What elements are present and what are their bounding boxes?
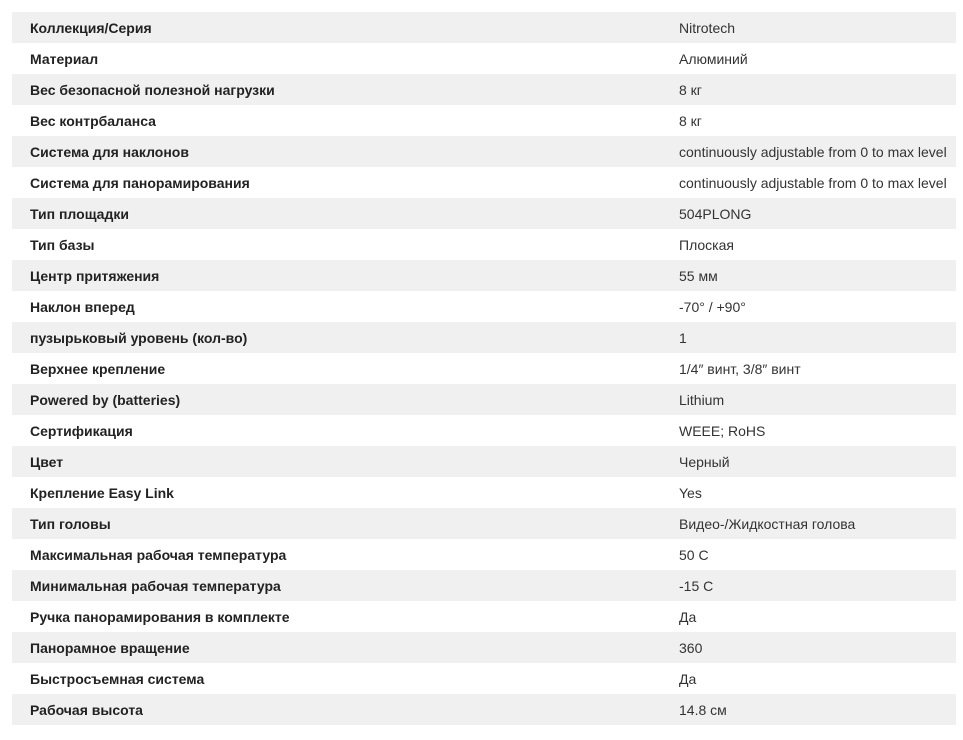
spec-value: -15 C: [679, 577, 714, 594]
spec-label: Вес контрбаланса: [30, 112, 156, 129]
spec-label: Центр притяжения: [30, 267, 160, 284]
spec-value: continuously adjustable from 0 to max level: [679, 143, 947, 160]
spec-label: Рабочая высота: [30, 701, 143, 718]
spec-value: Алюминий: [679, 50, 748, 67]
spec-value: -70° / +90°: [679, 298, 746, 315]
spec-value: 1/4″ винт, 3/8″ винт: [679, 360, 801, 377]
spec-label: Сертификация: [30, 422, 133, 439]
spec-row: [12, 477, 956, 508]
spec-row: [12, 260, 956, 291]
spec-value: continuously adjustable from 0 to max level: [679, 174, 947, 191]
spec-value: Nitrotech: [679, 19, 736, 36]
spec-row: [12, 694, 956, 725]
spec-label: Вес безопасной полезной нагрузки: [30, 81, 275, 98]
spec-row: [12, 12, 956, 43]
spec-value: 8 кг: [679, 112, 702, 129]
spec-label: Ручка панорамирования в комплекте: [30, 608, 290, 625]
spec-row: [12, 136, 956, 167]
spec-label: Материал: [30, 50, 99, 67]
spec-row: [12, 229, 956, 260]
spec-label: Верхнее крепление: [30, 360, 166, 377]
spec-label: Система для наклонов: [30, 143, 189, 160]
spec-value: WEEE; RoHS: [679, 422, 766, 439]
spec-value: Yes: [679, 484, 702, 501]
spec-label: Цвет: [30, 453, 64, 470]
spec-label: Тип головы: [30, 515, 111, 532]
spec-row: [12, 167, 956, 198]
spec-label: Панорамное вращение: [30, 639, 190, 656]
spec-row: [12, 322, 956, 353]
spec-row: [12, 415, 956, 446]
spec-value: Да: [679, 608, 697, 625]
specifications-table: [12, 12, 956, 725]
spec-label: Тип базы: [30, 236, 95, 253]
spec-row: [12, 632, 956, 663]
spec-row: [12, 291, 956, 322]
spec-label: Быстросъемная система: [30, 670, 205, 687]
spec-value: Черный: [679, 453, 730, 470]
spec-row: [12, 663, 956, 694]
spec-label: пузырьковый уровень (кол-во): [30, 329, 248, 346]
spec-value: Lithium: [679, 391, 725, 408]
spec-label: Минимальная рабочая температура: [30, 577, 281, 594]
spec-label: Коллекция/Серия: [30, 19, 152, 36]
spec-row: [12, 198, 956, 229]
spec-value: 14.8 см: [679, 701, 727, 718]
spec-label: Крепление Easy Link: [30, 484, 174, 501]
spec-row: [12, 508, 956, 539]
spec-value: Да: [679, 670, 697, 687]
spec-value: 1: [679, 329, 687, 346]
spec-row: [12, 384, 956, 415]
spec-label: Максимальная рабочая температура: [30, 546, 287, 563]
spec-value: 8 кг: [679, 81, 702, 98]
spec-row: [12, 105, 956, 136]
specifications-table-body: [12, 12, 956, 725]
spec-row: [12, 43, 956, 74]
spec-label: Наклон вперед: [30, 298, 135, 315]
spec-row: [12, 601, 956, 632]
spec-row: [12, 353, 956, 384]
spec-value: Плоская: [679, 236, 734, 253]
spec-value: Видео-/Жидкостная голова: [679, 515, 856, 532]
spec-label: Powered by (batteries): [30, 391, 181, 408]
spec-value: 55 мм: [679, 267, 718, 284]
spec-value: 504PLONG: [679, 205, 752, 222]
spec-value: 360: [679, 639, 703, 656]
spec-label: Система для панорамирования: [30, 174, 250, 191]
spec-value: 50 C: [679, 546, 709, 563]
spec-row: [12, 539, 956, 570]
spec-row: [12, 570, 956, 601]
spec-label: Тип площадки: [30, 205, 129, 222]
spec-row: [12, 446, 956, 477]
spec-row: [12, 74, 956, 105]
